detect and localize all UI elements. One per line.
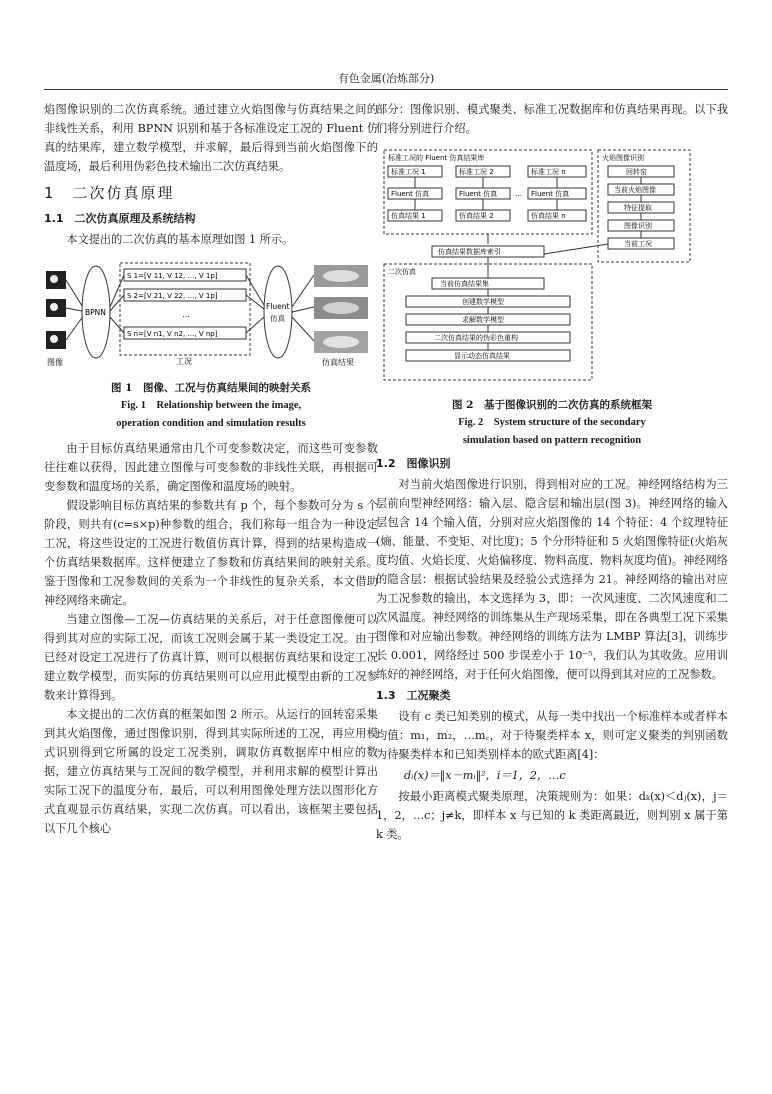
paragraph-4: 本文提出的二次仿真的框架如图 2 所示。从运行的回转窑采集到其火焰图像，通过图像识别，得到其实际所述的工况，再应用模式识别得到它所属的设定工况类别，调取仿真数据库中相应的数据，建立仿真结果与工况间的数学模型，并利用求解的模型计算出实际工况下的温度分布，最后，可以利用图像处理方法以图形化方式直观显示仿真结果，实现二次仿真。可以看出，该框架主要包括以下几个核心 <box>44 708 378 835</box>
left-column <box>44 100 378 838</box>
condition-row-2: S 2=[V 21, V 22, …, V 1p] <box>127 292 218 300</box>
fig2-fluent-n: Fluent 仿真 <box>531 190 570 198</box>
paragraph-6: 设有 c 类已知类别的模式，从每一类中找出一个标准样本或者样本均值：m₁，m₂，…m꜀，对于待聚类样本 x，则可定义聚类的判别函数为待聚类样本和已知类别样本的欧式距离[4]： <box>376 710 728 761</box>
fig2-flame-title: 火焰图像识别 <box>602 154 644 162</box>
fig2-caption-en-2: simulation based on pattern recognition <box>462 435 642 446</box>
intro-paragraph: 焰图像识别的二次仿真系统。通过建立火焰图像与仿真结果之间的非线性关系，利用 BPNN 识别和基于各标准设定工况的 Fluent 仿真的结果库，建立数学模型，并求解，最后得到当前火焰图像下的温度场，最后利用伪彩色技术输出二次仿真结果。 <box>44 103 378 173</box>
paragraph-3: 当建立图像—工况—仿真结果的关系后，对于任意图像便可以得到其对应的实际工况，而该工况则会属于某一类设定工况。由于已经对设定工况进行了仿真计算，则可以根据仿真结果和设定工况建立数学模型，而实际的仿真结果则可以应用此模型由新的工况参数来计算得到。 <box>44 613 378 702</box>
fig2-flame-step-4: 图像识别 <box>624 222 652 230</box>
fig2-fluent-2: Fluent 仿真 <box>459 190 498 198</box>
fig2-second-step-4: 二次仿真结果的伪彩色重构 <box>434 334 518 342</box>
fig2-res-2: 仿真结果 2 <box>459 212 494 220</box>
distance-formula: dᵢ(x)＝‖x－mᵢ‖²，i＝1，2，…c <box>404 769 566 782</box>
fig2-caption-en-1: Fig. 2 System structure of the secondary <box>458 417 646 428</box>
fig2-std-2: 标准工况 2 <box>459 168 494 176</box>
fig1-bpnn-label: BPNN <box>85 308 106 317</box>
figure-2-diagram <box>376 146 728 386</box>
fig2-second-step-1: 当前仿真结果集 <box>440 280 489 288</box>
section-heading-1: 1 二次仿真原理 <box>44 184 175 202</box>
fig2-res-n: 仿真结果 n <box>531 212 566 220</box>
fig2-index: 仿真结果数据库索引 <box>438 248 501 256</box>
fig2-res-1: 仿真结果 1 <box>391 212 426 220</box>
paragraph-1: 由于目标仿真结果通常由几个可变参数决定，而这些可变参数往往难以获得，因此建立图像与可变参数的非线性关联，再根据可变参数和温度场的关系，确定图像和温度场的映射。 <box>44 442 378 493</box>
subsection-heading-1-2: 1.2 图像识别 <box>376 457 451 470</box>
condition-row-n: S n=[V n1, V n2, …, V np] <box>127 330 218 338</box>
fig1-reference-paragraph: 本文提出的二次仿真的基本原理如图 1 所示。 <box>66 233 294 246</box>
fig1-caption-en-2: operation condition and simulation results <box>116 418 306 429</box>
journal-title: 有色金属(冶炼部分) <box>337 72 435 85</box>
fig2-second-title: 二次仿真 <box>388 268 416 276</box>
fig1-result-label: 仿真结果 <box>322 358 354 367</box>
fig2-dots: … <box>515 190 522 198</box>
fig2-flame-step-5: 当前工况 <box>624 240 652 248</box>
fig2-flame-step-2: 当前火焰图像 <box>614 186 656 194</box>
right-column <box>376 100 728 844</box>
paragraph-7: 按最小距离模式聚类原理，决策规则为：如果：dₖ(x)＜dⱼ(x)，j＝1，2，…c；j≠k，即样本 x 与已知的 k 类距离最近，则判别 x 属于第 k 类。 <box>376 790 728 841</box>
fig2-std-n: 标准工况 n <box>531 168 566 176</box>
fig1-caption-en-1: Fig. 1 Relationship between the image, <box>120 400 302 411</box>
condition-row-ellipsis: … <box>182 310 190 319</box>
fig2-std-1: 标准工况 1 <box>391 168 426 176</box>
paragraph-2: 假设影响目标仿真结果的参数共有 p 个，每个参数可分为 s 个阶段，则共有(c=s×p)种参数的组合，我们称每一组合为一种设定工况，将这些设定的工况进行数值仿真计算，得到的结果构造成一个仿真结果数据库。这样便建立了参数和仿真结果间的映射关系。鉴于图像和工况参数间的关系为一个非线性的复杂关系，本文借助神经网络来确定。 <box>44 499 378 607</box>
fig2-fluent-1: Fluent 仿真 <box>391 190 430 198</box>
fig1-image-label: 图像 <box>47 358 63 367</box>
condition-row-1: S 1=[V 11, V 12, …, V 1p] <box>127 272 218 280</box>
figure-2 <box>376 146 728 450</box>
fig2-flame-step-3: 特征提取 <box>624 204 652 212</box>
fig1-fluent-label: Fluent <box>266 302 290 311</box>
fluent-ellipse <box>264 266 292 358</box>
fig1-caption-cn: 图 1 图像、工况与仿真结果间的映射关系 <box>111 382 311 394</box>
fig2-second-step-5: 显示动态仿真结果 <box>454 352 510 360</box>
fig2-second-step-2: 创建数学模型 <box>462 298 504 306</box>
fig2-flame-step-1: 回转窑 <box>626 168 647 176</box>
figure-1 <box>44 257 378 433</box>
paragraph-5: 对当前火焰图像进行识别，得到相对应的工况。神经网络结构为三层前向型神经网络：输入层、隐含层和输出层(图 3)。神经网络的输入层包含 14 个输入值，分别对应火焰图像的 14 个特征：4 个纹理特征(熵、能量、不变矩、对比度)；5 个分形特征和 5 火焰图像特征(火焰灰度均值、火焰长度、火焰偏移度、物料高度、物料灰度均值)。神经网络的隐含层：根据试验结果及经验公式选择为 21。神经网络的输出对应为工况参数的输出，本文选择为 3，即：一次风速度、二次风速度和二次风温度。神经网络的训练集从生产现场采集，即在各典型工况下采集图像和对应输出参数。神经网络的训练方法为 LMBP 算法[3]，训练步长 0.001，网络经过 500 步误差小于 10⁻⁵，我们认为其收敛。应用训练好的神经网络，对于任何火焰图像，便可以得到其对应的工况参数。 <box>376 478 728 681</box>
fig2-db-title: 标准工况的 Fluent 仿真结果库 <box>388 154 485 162</box>
subsection-heading-1-1: 1.1 二次仿真原理及系统结构 <box>44 212 196 225</box>
fig1-condition-label: 工况 <box>176 357 192 366</box>
subsection-heading-1-3: 1.3 工况聚类 <box>376 689 451 702</box>
fig2-second-step-3: 求解数学模型 <box>462 316 504 324</box>
right-intro-paragraph: 部分：图像识别、模式聚类、标准工况数据库和仿真结果再现。以下我们将分别进行介绍。 <box>376 103 728 135</box>
figure-1-diagram <box>44 257 378 369</box>
running-header <box>44 70 728 90</box>
fig1-fluent-label-2: 仿真 <box>270 314 285 323</box>
fig2-caption-cn: 图 2 基于图像识别的二次仿真的系统框架 <box>452 399 652 411</box>
